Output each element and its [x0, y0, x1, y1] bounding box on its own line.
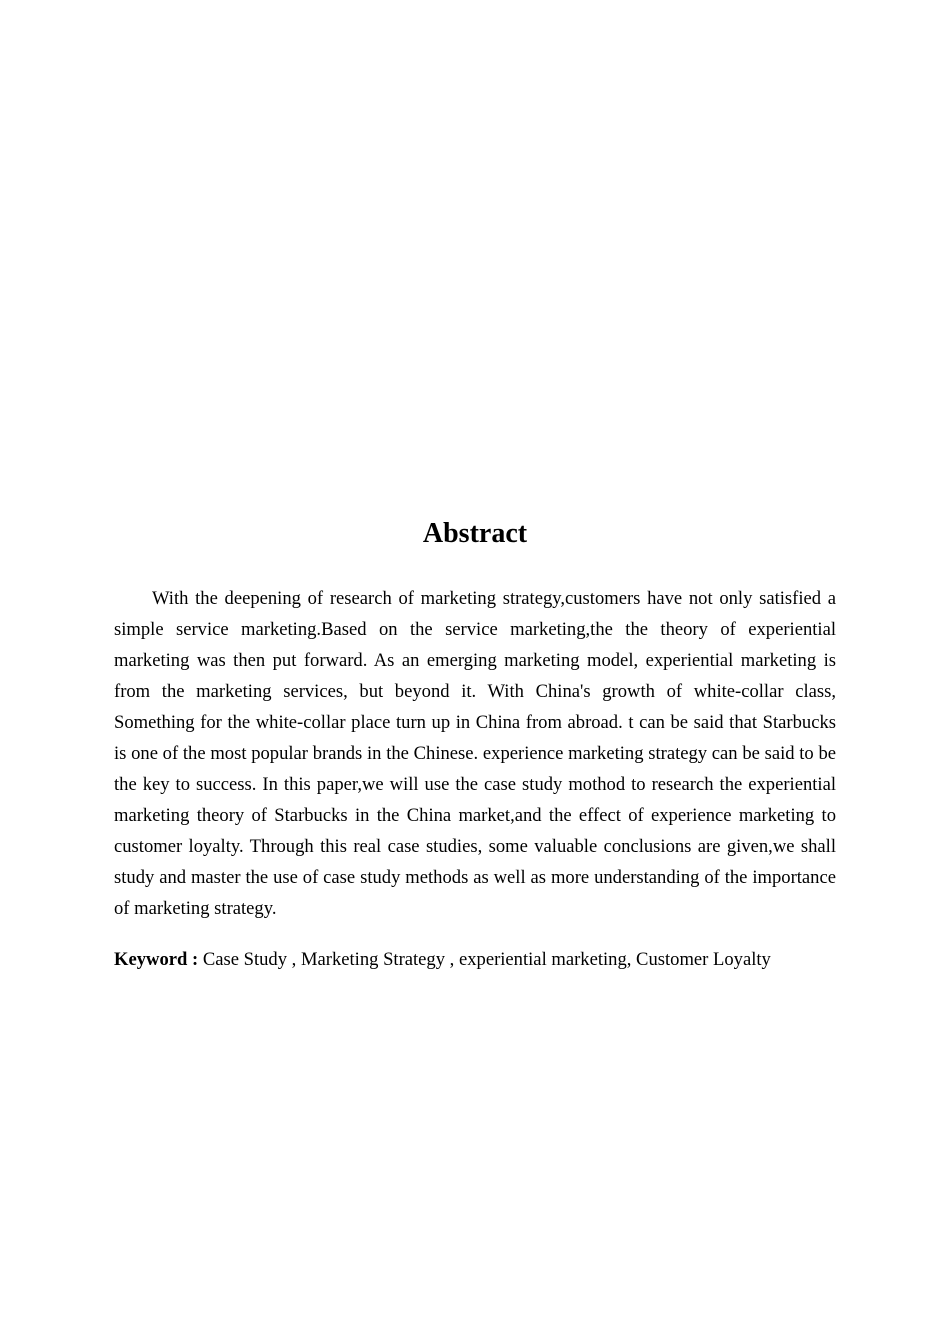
- abstract-title: Abstract: [422, 518, 528, 549]
- keywords-line: [114, 944, 836, 975]
- keywords-values: Case Study , Marketing Strategy , experiential marketing, Customer Loyalty: [202, 949, 771, 970]
- abstract-paragraph: With the deepening of research of marketing strategy,customers have not only satisfied a simple service marketing.Based on the service marketing,the the theory of experiential marketing was then put forward. As an emerging marketing model, experiential marketing is from the marketing services, but beyond it. With China's growth of white-collar class, Something for the white-collar place turn up in China from abroad. t can be said that Starbucks is one of the most popular brands in the Chinese. experience marketing strategy can be said to be the key to success. In this paper,we will use the case study mothod to research the experiential marketing theory of Starbucks in the China market,and the effect of experience marketing to customer loyalty. Through this real case studies, some valuable conclusions are given,we shall study and master the use of case study methods as well as more understanding of the importance of marketing strategy.: [114, 588, 836, 919]
- keywords-label: Keyword :: [114, 949, 199, 970]
